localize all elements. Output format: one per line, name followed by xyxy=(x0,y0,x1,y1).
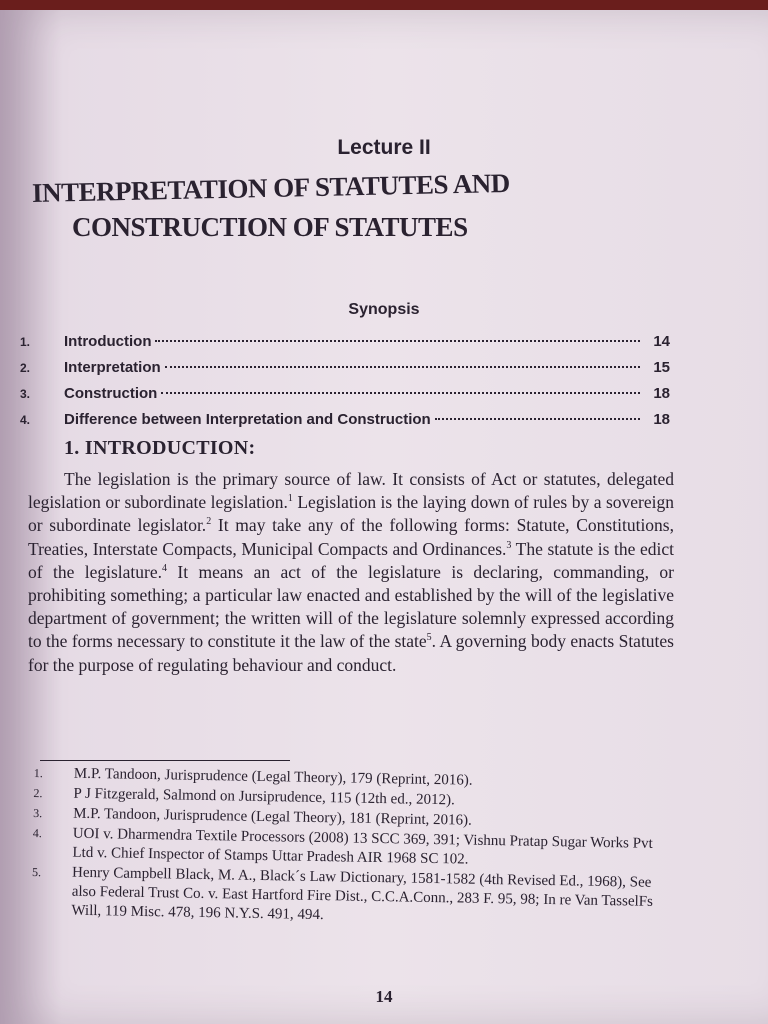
chapter-title-line2: CONSTRUCTION OF STATUTES xyxy=(72,212,468,242)
synopsis-item xyxy=(20,359,670,385)
footnote-ref: 4 xyxy=(162,562,168,574)
footnote-number: 1. xyxy=(33,765,43,781)
leader-dots xyxy=(165,366,640,368)
synopsis-item xyxy=(20,411,670,437)
synopsis-item-label: Difference between Interpretation and Construction xyxy=(64,411,431,428)
footnote-ref: 5 xyxy=(426,632,432,644)
footnote-number: 2. xyxy=(33,785,43,801)
footnote-number: 3. xyxy=(33,805,43,821)
body-text-part: The statute is the edict of the legislature. xyxy=(28,538,675,582)
leader-dots xyxy=(155,340,640,342)
synopsis-item-page: 15 xyxy=(653,359,670,376)
lecture-label: Lecture II xyxy=(337,136,431,159)
section-heading: 1. INTRODUCTION: xyxy=(64,437,256,459)
synopsis-item-label: Introduction xyxy=(64,333,152,350)
chapter-title xyxy=(30,167,730,244)
synopsis-list xyxy=(20,333,670,437)
footnote-ref: 1 xyxy=(287,493,293,505)
footnote-text: M.P. Tandoon, Jurisprudence (Legal Theory), 181 (Reprint, 2016). xyxy=(72,805,472,829)
synopsis-item-label: Interpretation xyxy=(64,359,161,376)
footnote xyxy=(31,863,672,931)
synopsis-item xyxy=(20,333,670,359)
footnote-text: P J Fitzgerald, Salmond on Jursiprudence, 115 (12th ed., 2012). xyxy=(73,785,455,809)
footnote-text: M.P. Tandoon, Jurisprudence (Legal Theory), 179 (Reprint, 2016). xyxy=(73,765,473,789)
footnote-ref: 3 xyxy=(506,539,512,551)
footnote-number: 4. xyxy=(32,825,42,841)
page-number: 14 xyxy=(375,987,393,1006)
footnotes xyxy=(31,764,674,932)
body-text-part: The legislation is the primary source of law. It consists of Act or statutes, delegated legislation or subordinate legislation. xyxy=(28,469,674,513)
footnote-text: UOI v. Dharmendra Textile Processors (2008) 13 SCC 369, 391; Vishnu Pratap Sugar Works Pvt Ltd v. Chief Inspector of Stamps Uttar Pradesh AIR 1968 SC 102. xyxy=(72,825,653,868)
leader-dots xyxy=(161,392,640,394)
body-paragraph xyxy=(28,468,674,677)
synopsis-heading: Synopsis xyxy=(348,301,420,318)
body-text-part: . A governing body enacts Statutes for the purpose of regulating behaviour and conduct. xyxy=(28,631,674,675)
synopsis-item-page: 14 xyxy=(653,333,670,350)
synopsis-item-number: 3. xyxy=(20,387,31,401)
synopsis-item-page: 18 xyxy=(653,411,670,428)
leader-dots xyxy=(435,418,640,420)
chapter-title-line1: INTERPRETATION OF STATUTES AND xyxy=(31,167,511,208)
synopsis-item-number: 2. xyxy=(20,361,31,375)
footnote-number: 5. xyxy=(31,864,42,880)
synopsis-item-page: 18 xyxy=(653,385,670,402)
body-text-part: It means an act of the legislature is declaring, commanding, or prohibiting something; a particular law enacted and established by the will of the legislative department of government; the written will of the legislature solemnly expressed according to the forms necessary to constitute it the law of the state xyxy=(28,561,674,652)
footnote-ref: 2 xyxy=(206,516,212,528)
synopsis-item-number: 4. xyxy=(20,413,31,427)
synopsis-item xyxy=(20,385,670,411)
synopsis-item-number: 1. xyxy=(20,335,31,349)
footnote-text: Henry Campbell Black, M. A., Black´s Law Dictionary, 1581-1582 (4th Revised Ed., 1968), See also Federal Trust Co. v. East Hartford Fire Dist., C.C.A.Conn., 283 F. 95, 98; In re Van TasselFs Will, 119 Misc. 478, 196 N.Y.S. 491, 494. xyxy=(71,864,654,924)
body-text-part: It may take any of the following forms: Statute, Constitutions, Treaties, Interstate Compacts, Municipal Compacts and Ordinances. xyxy=(28,515,674,559)
footnote-divider xyxy=(40,760,290,761)
book-page xyxy=(0,10,768,1024)
body-text-part: Legislation is the laying down of rules by a sovereign or subordinate legislator. xyxy=(28,492,674,536)
synopsis-item-label: Construction xyxy=(64,385,158,402)
